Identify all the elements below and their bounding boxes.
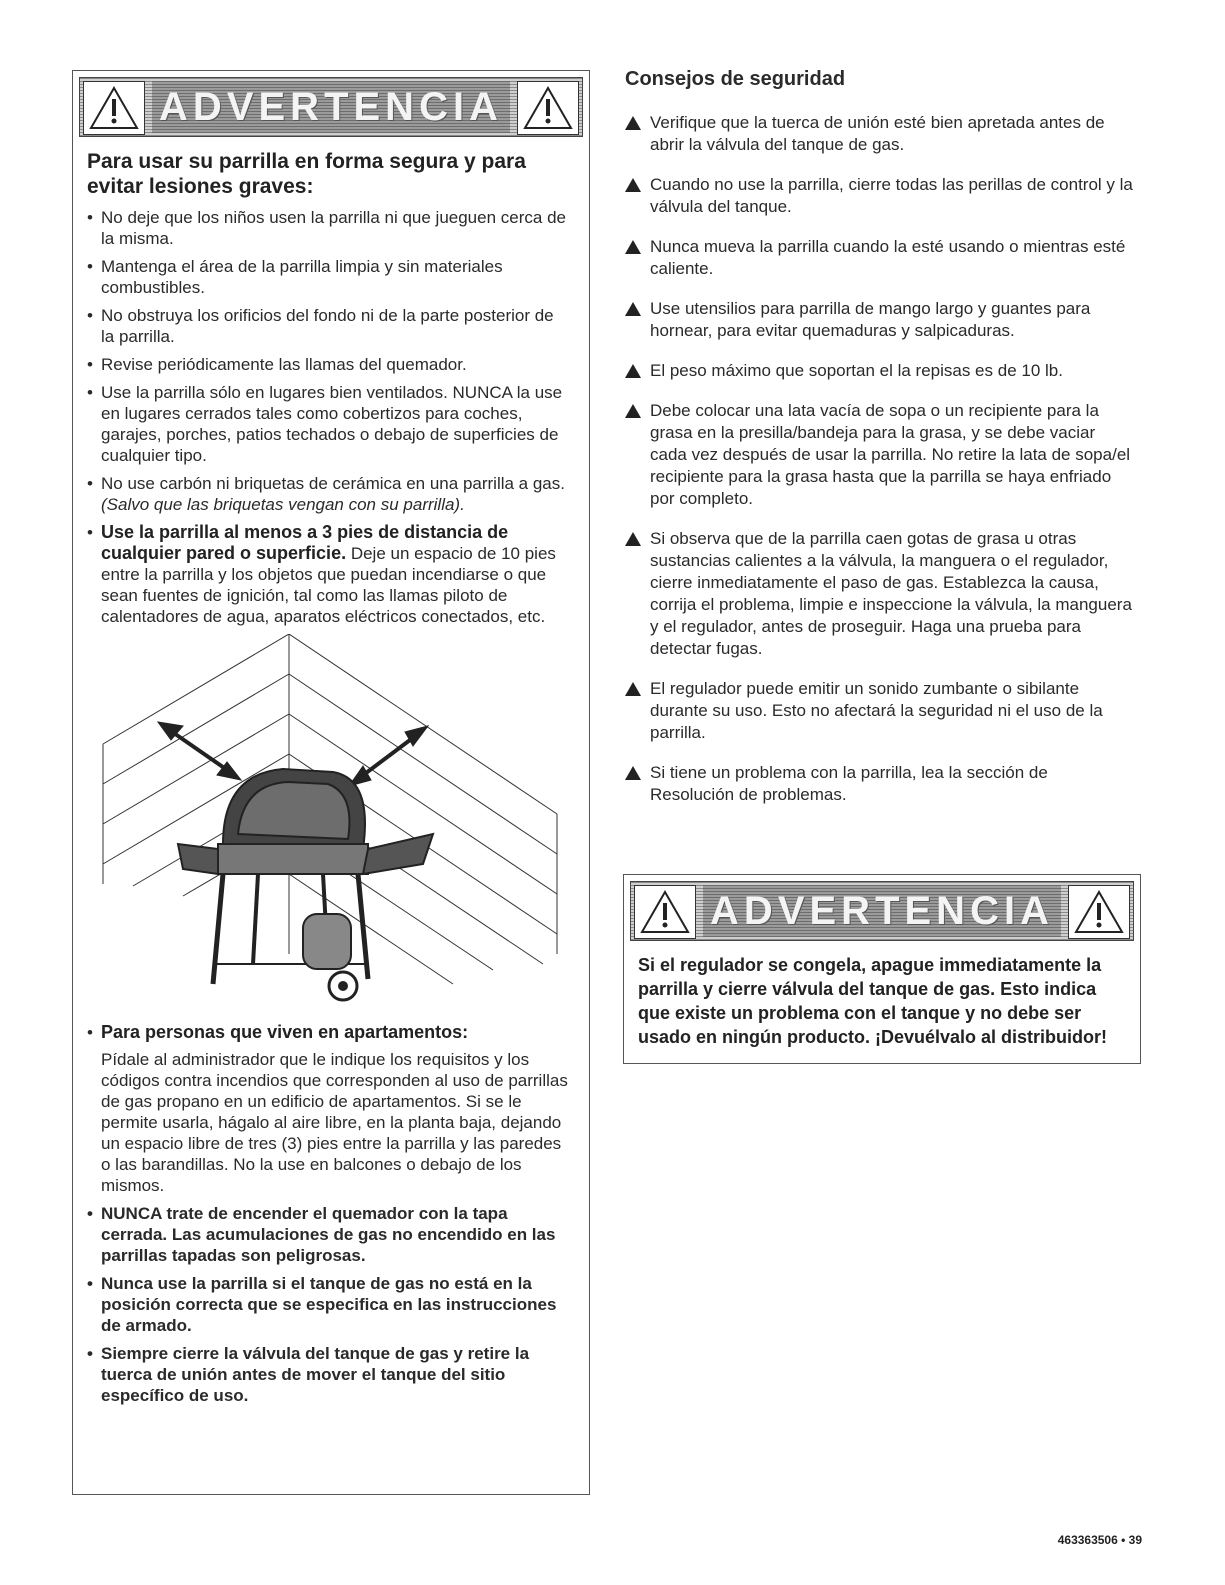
distance-bold: Use la parrilla al menos a 3 pies de distancia de cualquier pared o superficie. <box>101 522 509 563</box>
warning-triangle-icon <box>625 302 641 316</box>
warning-triangle-icon <box>625 240 641 254</box>
safety-tips-title: Consejos de seguridad <box>625 68 846 90</box>
list-item: • Nunca use la parrilla si el tanque de gas no está en la posición correcta que se especifica en las instrucciones de armado. <box>87 1273 569 1336</box>
warning-title: ADVERTENCIA <box>159 84 503 129</box>
tip-text: Use utensilios para parrilla de mango largo y guantes para hornear, para evitar quemaduras y salpicaduras. <box>650 299 1091 340</box>
list-item: • Siempre cierre la válvula del tanque de gas y retire la tuerca de unión antes de mover el tanque del sitio específico de uso. <box>87 1343 569 1406</box>
warning-triangle-icon <box>634 885 696 939</box>
list-item <box>625 678 1135 744</box>
list-item <box>625 528 1135 660</box>
list-item <box>625 112 1135 156</box>
warning-triangle-icon <box>625 532 641 546</box>
grill-clearance-illustration <box>73 634 589 1014</box>
list-item <box>625 298 1135 342</box>
list-item: • Revise periódicamente las llamas del quemador. <box>87 354 569 375</box>
charcoal-text: No use carbón ni briquetas de cerámica en una parrilla a gas. <box>101 474 565 493</box>
warning-lead: Para usar su parrilla en forma segura y para evitar lesiones graves: <box>87 150 526 198</box>
list-item: • NUNCA trate de encender el quemador con la tapa cerrada. Las acumulaciones de gas no encendido en las parrillas tapadas son peligrosas. <box>87 1203 569 1266</box>
tip-text: Nunca mueva la parrilla cuando la esté usando o mientras esté caliente. <box>650 237 1126 278</box>
list-item: • No obstruya los orificios del fondo ni de la parte posterior de la parrilla. <box>87 305 569 347</box>
list-item: • Mantenga el área de la parrilla limpia y sin materiales combustibles. <box>87 256 569 298</box>
tip-text: El regulador puede emitir un sonido zumbante o sibilante durante su uso. Esto no afectará la seguridad ni el uso de la parrilla. <box>650 679 1103 742</box>
warning-triangle-icon <box>625 178 641 192</box>
distance-text: Deje un espacio de 10 pies entre la parrilla y los objetos que puedan incendiarse o que sean fuentes de ignición, tal como las llamas piloto de calentadores de agua, aparatos eléctricos conectados, etc. <box>101 544 556 626</box>
warning-triangle-icon <box>517 81 579 135</box>
list-item <box>87 1022 569 1196</box>
warning-banner <box>79 77 583 137</box>
warning-triangle-icon <box>83 81 145 135</box>
tip-text: Si tiene un problema con la parrilla, lea la sección de Resolución de problemas. <box>650 763 1048 804</box>
apartments-text: Pídale al administrador que le indique los requisitos y los códigos contra incendios que corresponden al uso de parrillas de gas propano en un edificio de apartamentos. Si se le permite usarla, hágalo al aire libre, en la planta baja, dejando un espacio libre de tres (3) pies entre la parrilla y las paredes o las barandillas. No la use en balcones o debajo de los mismos. <box>101 1050 568 1195</box>
list-item <box>87 473 569 515</box>
list-item <box>625 236 1135 280</box>
apartments-title: Para personas que viven en apartamentos: <box>101 1022 469 1042</box>
list-item <box>625 360 1135 382</box>
right-warning-box <box>623 874 1141 1064</box>
warning-triangle-icon <box>625 116 641 130</box>
list-item <box>625 400 1135 510</box>
regulator-warning-text: Si el regulador se congela, apague immediatamente la parrilla y cierre válvula del tanque de gas. Esto indica que existe un problema con el tanque y no debe ser usado en ningún producto. ¡Devuélvalo al distribuidor! <box>638 955 1108 1047</box>
warning-banner <box>630 881 1134 941</box>
tip-text: Debe colocar una lata vacía de sopa o un recipiente para la grasa en la presilla/bandeja para la grasa, y se debe vaciar cada vez después de usar la parrilla. No retire la lata de sopa/el recipiente para la grasa hasta que la parrilla se haya enfriado por completo. <box>650 401 1131 508</box>
warning-list-continued <box>73 1022 589 1406</box>
list-item: • Use la parrilla sólo en lugares bien ventilados. NUNCA la use en lugares cerrados tales como cobertizos para coches, garajes, porches, patios techados o debajo de superficies de cualquier tipo. <box>87 382 569 466</box>
safety-tips-list <box>625 112 1135 824</box>
tip-text: Verifique que la tuerca de unión esté bien apretada antes de abrir la válvula del tanque de gas. <box>650 113 1105 154</box>
tip-text: El peso máximo que soportan el la repisas es de 10 lb. <box>650 361 1063 380</box>
list-item <box>625 762 1135 806</box>
warning-triangle-icon <box>625 364 641 378</box>
warning-title: ADVERTENCIA <box>710 888 1054 933</box>
warning-list <box>73 207 589 627</box>
charcoal-note: (Salvo que las briquetas vengan con su parrilla). <box>101 495 465 514</box>
tip-text: Si observa que de la parrilla caen gotas de grasa u otras sustancias calientes a la válvula, la manguera o el regulador, cierre inmediatamente el paso de gas. Establezca la causa, corrija el problema, limpie e inspeccione la válvula, la manguera y el regulador, antes de proseguir. Haga una prueba para detectar fugas. <box>650 529 1132 658</box>
warning-triangle-icon <box>625 404 641 418</box>
tip-text: Cuando no use la parrilla, cierre todas las perillas de control y la válvula del tanque. <box>650 175 1133 216</box>
list-item <box>625 174 1135 218</box>
warning-triangle-icon <box>625 766 641 780</box>
left-warning-box <box>72 70 590 1495</box>
warning-triangle-icon <box>1068 885 1130 939</box>
list-item <box>87 522 569 627</box>
list-item: • No deje que los niños usen la parrilla ni que jueguen cerca de la misma. <box>87 207 569 249</box>
page-footer: 463363506 • 39 <box>1057 1533 1142 1547</box>
warning-triangle-icon <box>625 682 641 696</box>
